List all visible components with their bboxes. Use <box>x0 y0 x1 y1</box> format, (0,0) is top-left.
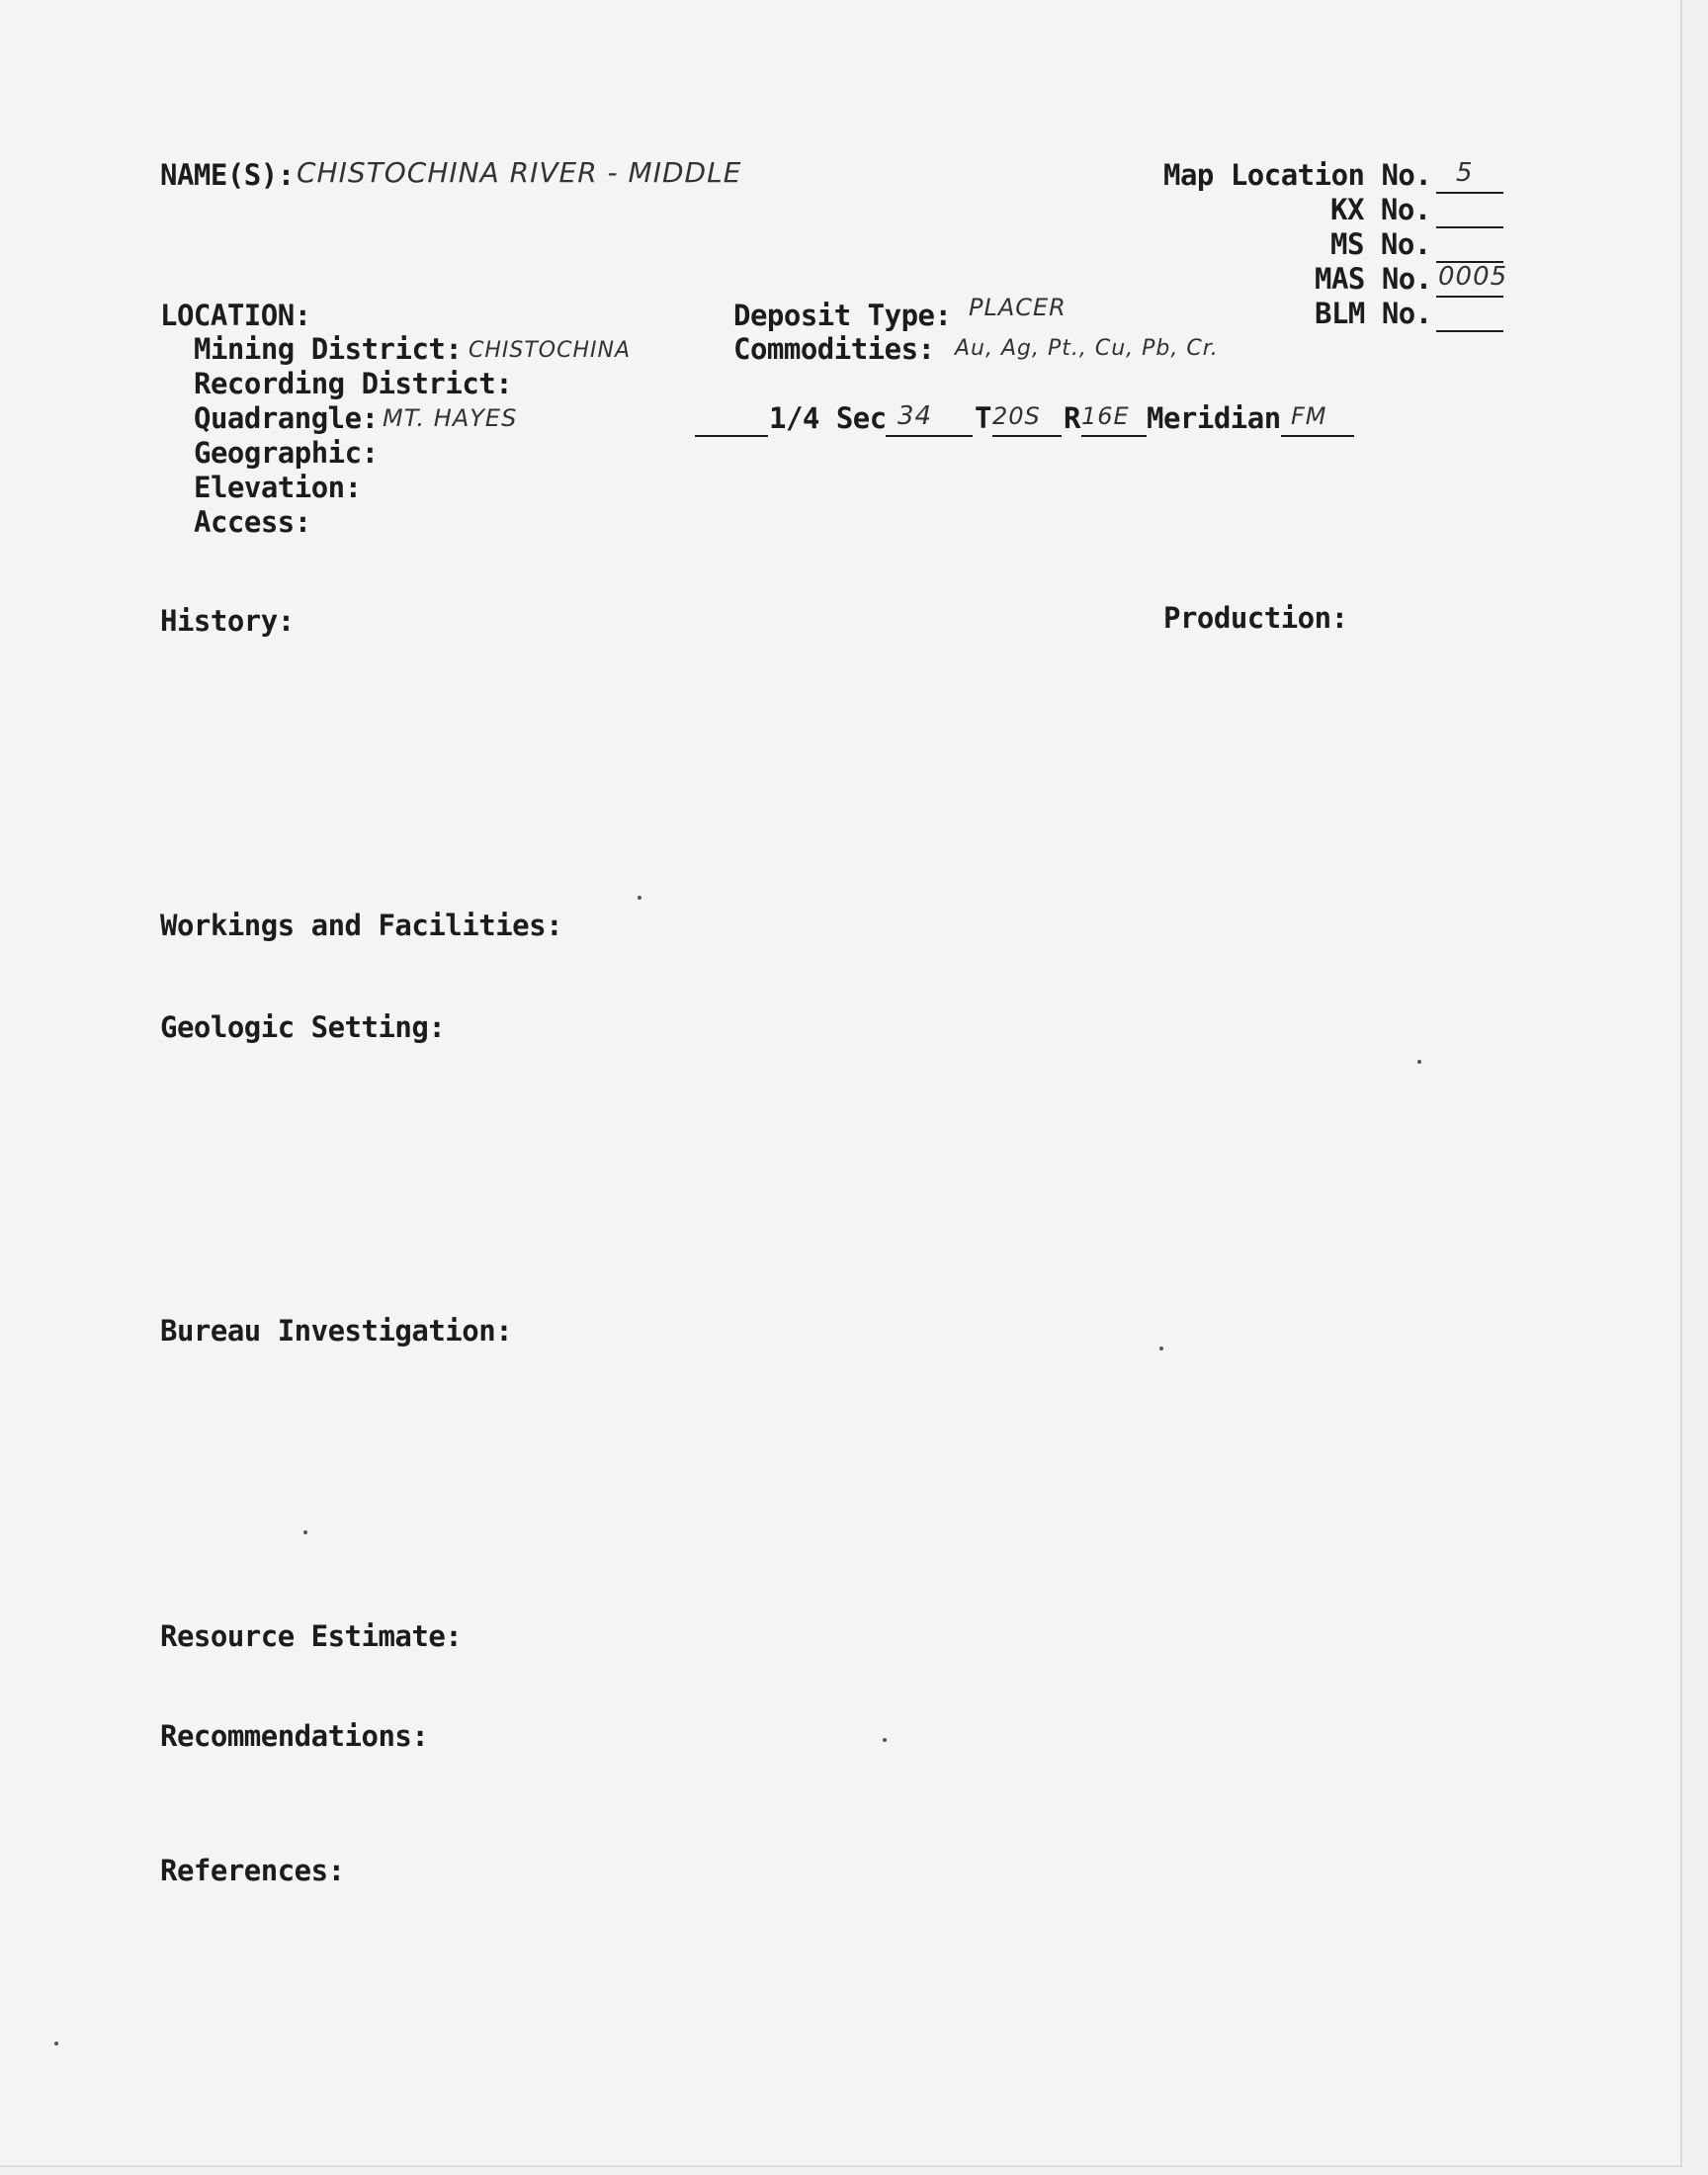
scan-speck <box>883 1738 887 1742</box>
references-label: References: <box>160 1854 345 1887</box>
bureau-investigation-label: Bureau Investigation: <box>160 1314 513 1348</box>
scan-speck <box>1417 1060 1421 1064</box>
t-value: 20S <box>992 402 1041 430</box>
blm-label: BLM No. <box>1315 297 1432 330</box>
r-field <box>1081 401 1147 437</box>
deposit-type-value: PLACER <box>969 294 1067 321</box>
mas-value: 0005 <box>1438 262 1508 292</box>
blm-field <box>1436 297 1503 332</box>
geographic-label: Geographic: <box>194 436 379 470</box>
mas-label: MAS No. <box>1315 262 1432 296</box>
quadrangle-value: MT. HAYES <box>383 404 518 432</box>
kx-label: KX No. <box>1330 193 1431 226</box>
ms-field <box>1436 227 1503 263</box>
deposit-type-label: Deposit Type: <box>733 299 952 332</box>
sec-field <box>886 401 973 437</box>
t-label: T <box>975 401 991 435</box>
quarter-sec-label: 1/4 Sec <box>769 401 887 435</box>
ms-label: MS No. <box>1330 227 1431 261</box>
quadrangle-label: Quadrangle: <box>194 401 379 435</box>
kx-field <box>1436 193 1503 228</box>
access-label: Access: <box>194 505 311 539</box>
history-label: History: <box>160 604 295 638</box>
sec-value: 34 <box>897 401 933 431</box>
geologic-setting-label: Geologic Setting: <box>160 1010 446 1044</box>
mining-district-value: CHISTOCHINA <box>469 338 632 363</box>
workings-label: Workings and Facilities: <box>160 909 563 942</box>
elevation-label: Elevation: <box>194 471 362 504</box>
scan-speck <box>638 896 641 900</box>
map-location-value: 5 <box>1456 158 1474 188</box>
names-value: CHISTOCHINA RIVER - MIDDLE <box>297 156 742 189</box>
scan-speck <box>54 2042 58 2045</box>
r-label: R <box>1064 401 1080 435</box>
scan-speck <box>303 1530 307 1534</box>
map-location-field <box>1436 158 1503 194</box>
recommendations-label: Recommendations: <box>160 1719 429 1753</box>
resource-estimate-label: Resource Estimate: <box>160 1619 463 1653</box>
location-heading: LOCATION: <box>160 299 311 332</box>
mining-district-label: Mining District: <box>194 332 463 366</box>
meridian-field <box>1281 401 1354 437</box>
production-label: Production: <box>1163 601 1348 635</box>
commodities-label: Commodities: <box>733 332 935 366</box>
scan-speck <box>1159 1347 1163 1350</box>
recording-district-label: Recording District: <box>194 367 513 400</box>
mas-field <box>1436 262 1508 298</box>
meridian-value: FM <box>1291 402 1327 430</box>
commodities-value: Au, Ag, Pt., Cu, Pb, Cr. <box>955 336 1219 361</box>
quarter-field <box>695 401 768 437</box>
names-label: NAME(S): <box>160 158 295 192</box>
meridian-label: Meridian <box>1147 401 1281 435</box>
t-field <box>992 401 1062 437</box>
r-value: 16E <box>1081 402 1130 430</box>
map-location-label: Map Location No. <box>1163 158 1432 192</box>
